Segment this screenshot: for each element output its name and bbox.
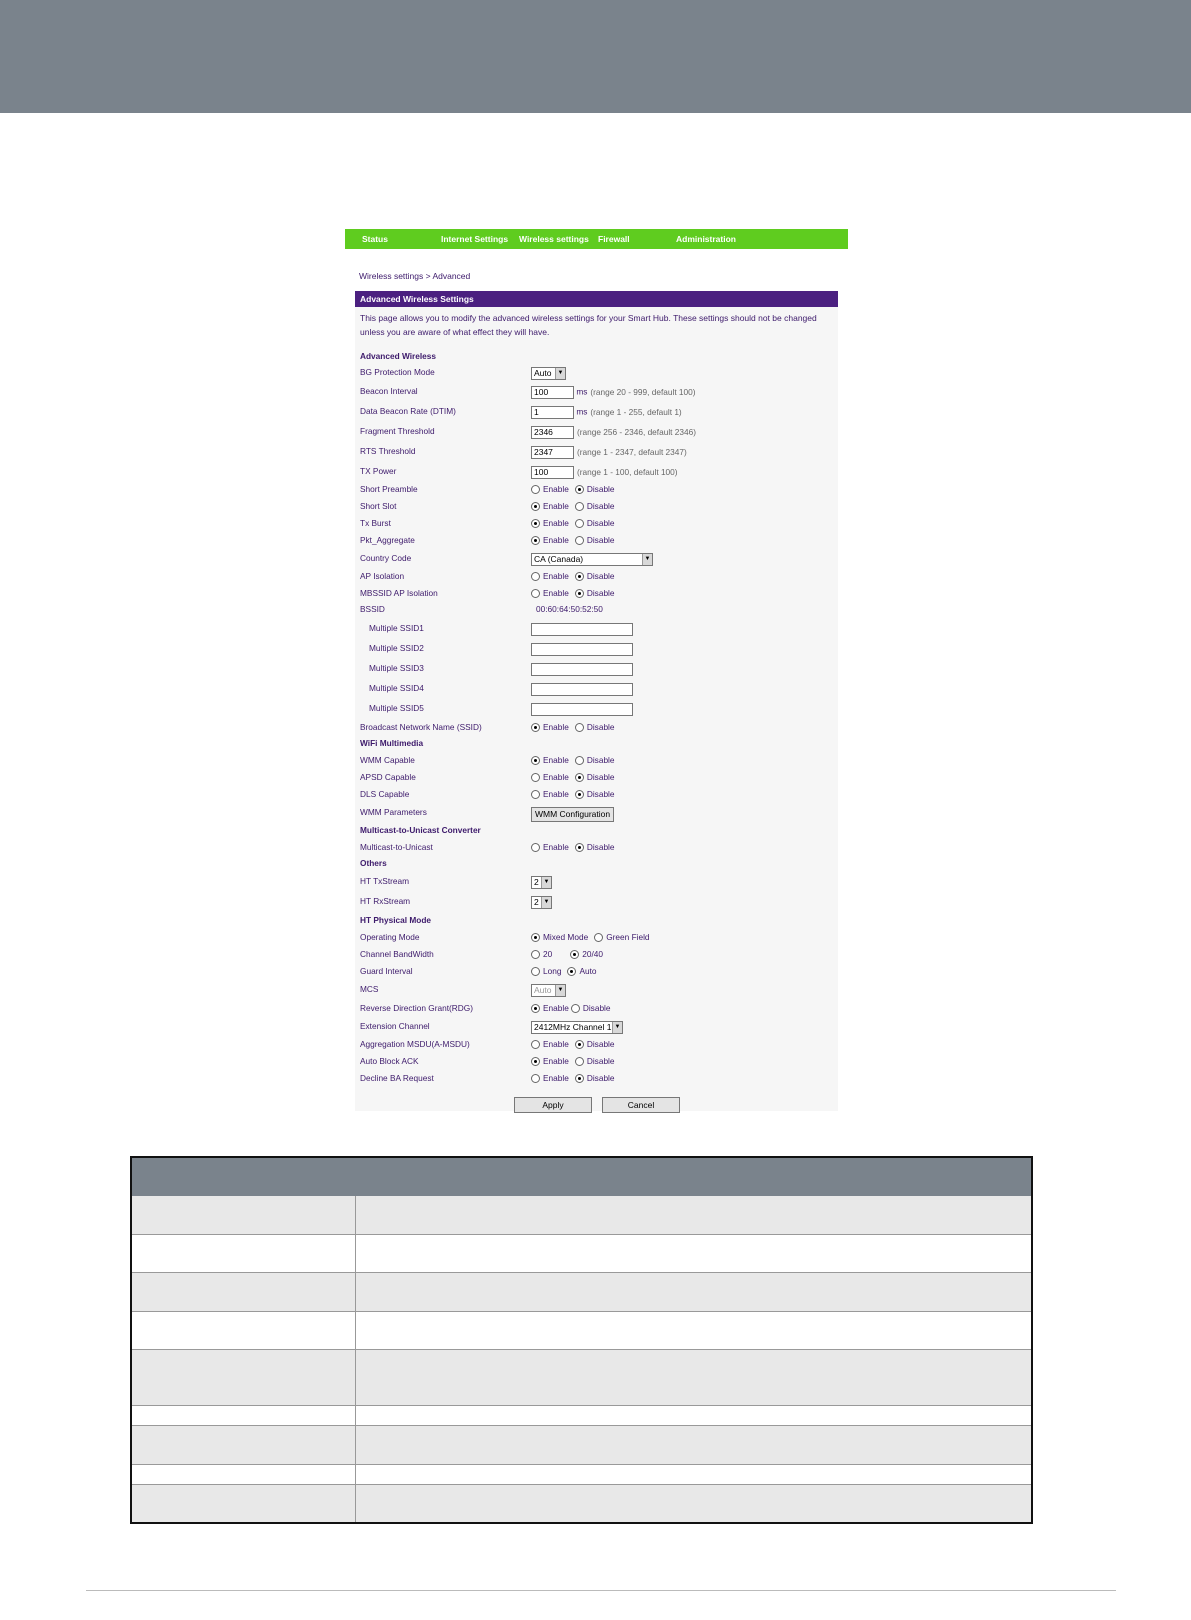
channel-bandwidth-2040-radio[interactable] — [570, 950, 579, 959]
radio-label: Green Field — [606, 932, 650, 942]
bssid-label: BSSID — [360, 604, 385, 614]
table-cell — [355, 1484, 1032, 1523]
bg-protection-select[interactable] — [531, 367, 566, 380]
short-slot-disable-radio[interactable] — [575, 502, 584, 511]
decline-ba-label: Decline BA Request — [360, 1073, 434, 1083]
tx-burst-enable-radio[interactable] — [531, 519, 540, 528]
short-slot-label: Short Slot — [360, 501, 397, 511]
table-cell — [131, 1484, 355, 1523]
fragment-threshold-label: Fragment Threshold — [360, 426, 435, 436]
ssid5-input[interactable] — [531, 703, 633, 716]
dls-capable-enable-radio[interactable] — [531, 790, 540, 799]
radio-label: Disable — [586, 535, 615, 545]
operating-mode-greenfield-radio[interactable] — [594, 933, 603, 942]
guard-interval-long-radio[interactable] — [531, 967, 540, 976]
bssid-value: 00:60:64:50:52:50 — [536, 604, 603, 614]
radio-label: Enable — [543, 484, 569, 494]
dtim-label: Data Beacon Rate (DTIM) — [360, 406, 456, 416]
channel-bandwidth-20-radio[interactable] — [531, 950, 540, 959]
section-advanced-wireless: Advanced Wireless — [360, 351, 437, 361]
footer-divider — [86, 1590, 1116, 1591]
radio-label: Disable — [586, 484, 615, 494]
radio-label: 20 — [543, 949, 553, 959]
radio-label: Enable — [543, 722, 569, 732]
ssid4-input[interactable] — [531, 683, 633, 696]
extension-channel-label: Extension Channel — [360, 1021, 430, 1031]
top-nav — [345, 229, 848, 249]
chevron-down-icon: ▼ — [612, 1022, 622, 1033]
ht-rxstream-label: HT RxStream — [360, 896, 411, 906]
apsd-capable-disable-radio[interactable] — [575, 773, 584, 782]
tx-power-hint: (range 1 - 100, default 100) — [577, 466, 678, 477]
nav-internet-settings[interactable]: Internet Settings — [441, 234, 509, 244]
auto-block-ack-enable-radio[interactable] — [531, 1057, 540, 1066]
cancel-button[interactable]: Cancel — [602, 1097, 680, 1113]
pkt-aggregate-enable-radio[interactable] — [531, 536, 540, 545]
chevron-down-icon: ▼ — [555, 985, 565, 996]
amsdu-label: Aggregation MSDU(A-MSDU) — [360, 1039, 470, 1049]
beacon-interval-unit: ms — [576, 386, 588, 397]
tx-power-label: TX Power — [360, 466, 397, 476]
radio-label: Enable — [543, 1056, 569, 1066]
radio-label: Enable — [543, 571, 569, 581]
apply-button[interactable]: Apply — [514, 1097, 592, 1113]
auto-block-ack-disable-radio[interactable] — [575, 1057, 584, 1066]
nav-wireless-settings[interactable]: Wireless settings — [519, 234, 589, 244]
country-code-label: Country Code — [360, 553, 412, 563]
ht-rxstream-select[interactable] — [531, 896, 552, 909]
country-code-select[interactable] — [531, 553, 653, 566]
chevron-down-icon: ▼ — [642, 554, 652, 565]
radio-label: Enable — [543, 772, 569, 782]
wmm-configuration-button[interactable]: WMM Configuration — [531, 807, 614, 822]
chevron-down-icon: ▼ — [555, 368, 565, 379]
guard-interval-auto-radio[interactable] — [567, 967, 576, 976]
auto-block-ack-label: Auto Block ACK — [360, 1056, 419, 1066]
radio-label: Disable — [582, 1003, 611, 1013]
nav-firewall[interactable]: Firewall — [598, 234, 630, 244]
radio-label: Enable — [543, 1003, 569, 1013]
mcs-select[interactable] — [531, 984, 566, 997]
radio-label: Disable — [586, 1039, 615, 1049]
radio-label: Disable — [586, 789, 615, 799]
short-preamble-enable-radio[interactable] — [531, 485, 540, 494]
table-cell — [131, 1196, 355, 1235]
ht-txstream-select[interactable] — [531, 876, 552, 889]
tx-power-input[interactable]: 100 — [531, 466, 574, 479]
radio-label: Long — [543, 966, 562, 976]
bg-protection-value: Auto — [534, 368, 552, 378]
dtim-unit: ms — [576, 406, 588, 417]
ht-txstream-label: HT TxStream — [360, 876, 410, 886]
extension-channel-select[interactable] — [531, 1021, 623, 1034]
ssid1-input[interactable] — [531, 623, 633, 636]
wmm-parameters-label: WMM Parameters — [360, 807, 427, 817]
table-cell — [355, 1405, 1032, 1425]
ssid2-label: Multiple SSID2 — [369, 643, 424, 653]
dtim-hint: (range 1 - 255, default 1) — [590, 406, 682, 417]
breadcrumb: Wireless settings > Advanced — [359, 271, 471, 281]
rdg-enable-radio[interactable] — [531, 1004, 540, 1013]
table-cell — [131, 1273, 355, 1312]
m2u-enable-radio[interactable] — [531, 843, 540, 852]
ssid3-input[interactable] — [531, 663, 633, 676]
nav-administration[interactable]: Administration — [676, 234, 736, 244]
country-code-value: CA (Canada) — [534, 554, 584, 564]
panel-title: Advanced Wireless Settings — [355, 291, 838, 307]
radio-label: Disable — [586, 1073, 615, 1083]
fragment-threshold-hint: (range 256 - 2346, default 2346) — [577, 426, 697, 437]
section-others: Others — [360, 858, 387, 868]
mbssid-isolation-label: MBSSID AP Isolation — [360, 588, 438, 598]
radio-label: Disable — [586, 1056, 615, 1066]
apsd-capable-enable-radio[interactable] — [531, 773, 540, 782]
table-cell — [131, 1311, 355, 1350]
reference-table — [130, 1156, 1033, 1524]
operating-mode-label: Operating Mode — [360, 932, 420, 942]
radio-label: Disable — [586, 842, 615, 852]
section-ht-physical-mode: HT Physical Mode — [360, 915, 432, 925]
radio-label: Disable — [586, 772, 615, 782]
radio-label: Enable — [543, 1073, 569, 1083]
broadcast-ssid-disable-radio[interactable] — [575, 723, 584, 732]
table-cell — [131, 1234, 355, 1273]
header-banner — [0, 0, 1191, 113]
radio-label: Enable — [543, 518, 569, 528]
radio-label: Enable — [543, 789, 569, 799]
ht-txstream-value: 2 — [534, 877, 539, 887]
ap-isolation-disable-radio[interactable] — [575, 572, 584, 581]
table-cell — [355, 1311, 1032, 1350]
router-screenshot — [345, 229, 848, 1117]
radio-label: Auto — [579, 966, 597, 976]
settings-panel — [355, 291, 838, 1111]
radio-label: Disable — [586, 518, 615, 528]
table-cell — [355, 1464, 1032, 1484]
rdg-disable-radio[interactable] — [571, 1004, 580, 1013]
panel-description: This page allows you to modify the advanced wireless settings for your Smart Hub. These settings should not be changed unless you are aware of what effect they will have. — [360, 313, 817, 337]
table-header-cell — [131, 1157, 355, 1196]
pkt-aggregate-label: Pkt_Aggregate — [360, 535, 415, 545]
section-wifi-multimedia: WiFi Multimedia — [360, 738, 424, 748]
radio-label: Mixed Mode — [543, 932, 589, 942]
fragment-threshold-input[interactable]: 2346 — [531, 426, 574, 439]
table-header-cell — [355, 1157, 1032, 1196]
short-slot-enable-radio[interactable] — [531, 502, 540, 511]
table-cell — [355, 1196, 1032, 1235]
guard-interval-label: Guard Interval — [360, 966, 413, 976]
rts-threshold-input[interactable]: 2347 — [531, 446, 574, 459]
m2u-disable-radio[interactable] — [575, 843, 584, 852]
wmm-capable-label: WMM Capable — [360, 755, 415, 765]
rdg-label: Reverse Direction Grant(RDG) — [360, 1003, 473, 1013]
channel-bandwidth-label: Channel BandWidth — [360, 949, 434, 959]
ssid5-label: Multiple SSID5 — [369, 703, 424, 713]
radio-label: Enable — [543, 842, 569, 852]
tx-burst-disable-radio[interactable] — [575, 519, 584, 528]
short-preamble-disable-radio[interactable] — [575, 485, 584, 494]
radio-label: Enable — [543, 588, 569, 598]
ssid3-label: Multiple SSID3 — [369, 663, 424, 673]
rts-threshold-hint: (range 1 - 2347, default 2347) — [577, 446, 687, 457]
ssid2-input[interactable] — [531, 643, 633, 656]
rts-threshold-label: RTS Threshold — [360, 446, 416, 456]
decline-ba-disable-radio[interactable] — [575, 1074, 584, 1083]
radio-label: Enable — [543, 755, 569, 765]
broadcast-ssid-label: Broadcast Network Name (SSID) — [360, 722, 482, 732]
beacon-interval-label: Beacon Interval — [360, 386, 418, 396]
table-cell — [131, 1405, 355, 1425]
radio-label: Enable — [543, 1039, 569, 1049]
chevron-down-icon: ▼ — [541, 897, 551, 908]
mcs-value: Auto — [534, 985, 552, 995]
operating-mode-mixed-radio[interactable] — [531, 933, 540, 942]
multicast-to-unicast-label: Multicast-to-Unicast — [360, 842, 433, 852]
table-cell — [355, 1234, 1032, 1273]
ht-rxstream-value: 2 — [534, 897, 539, 907]
decline-ba-enable-radio[interactable] — [531, 1074, 540, 1083]
nav-status[interactable]: Status — [362, 234, 388, 244]
broadcast-ssid-enable-radio[interactable] — [531, 723, 540, 732]
amsdu-disable-radio[interactable] — [575, 1040, 584, 1049]
beacon-interval-input[interactable]: 100 — [531, 386, 574, 399]
mbssid-isolation-disable-radio[interactable] — [575, 589, 584, 598]
radio-label: Disable — [586, 755, 615, 765]
table-cell — [131, 1464, 355, 1484]
dtim-input[interactable]: 1 — [531, 406, 574, 419]
wmm-capable-disable-radio[interactable] — [575, 756, 584, 765]
radio-label: Enable — [543, 501, 569, 511]
table-cell — [355, 1350, 1032, 1406]
ap-isolation-enable-radio[interactable] — [531, 572, 540, 581]
table-cell — [355, 1426, 1032, 1465]
mcs-label: MCS — [360, 984, 379, 994]
radio-label: Disable — [586, 571, 615, 581]
dls-capable-disable-radio[interactable] — [575, 790, 584, 799]
radio-label: 20/40 — [582, 949, 603, 959]
section-multicast-to-unicast: Multicast-to-Unicast Converter — [360, 825, 481, 835]
chevron-down-icon: ▼ — [541, 877, 551, 888]
table-cell — [355, 1273, 1032, 1312]
tx-burst-label: Tx Burst — [360, 518, 391, 528]
beacon-interval-hint: (range 20 - 999, default 100) — [590, 386, 696, 397]
short-preamble-label: Short Preamble — [360, 484, 418, 494]
ssid1-label: Multiple SSID1 — [369, 623, 424, 633]
wmm-capable-enable-radio[interactable] — [531, 756, 540, 765]
radio-label: Enable — [543, 535, 569, 545]
ap-isolation-label: AP Isolation — [360, 571, 405, 581]
amsdu-enable-radio[interactable] — [531, 1040, 540, 1049]
bg-protection-label: BG Protection Mode — [360, 367, 435, 377]
extension-channel-value: 2412MHz Channel 1 — [534, 1022, 612, 1032]
pkt-aggregate-disable-radio[interactable] — [575, 536, 584, 545]
ssid4-label: Multiple SSID4 — [369, 683, 424, 693]
mbssid-isolation-enable-radio[interactable] — [531, 589, 540, 598]
radio-label: Disable — [586, 722, 615, 732]
radio-label: Disable — [586, 501, 615, 511]
table-cell — [131, 1426, 355, 1465]
dls-capable-label: DLS Capable — [360, 789, 410, 799]
apsd-capable-label: APSD Capable — [360, 772, 416, 782]
radio-label: Disable — [586, 588, 615, 598]
table-cell — [131, 1350, 355, 1406]
